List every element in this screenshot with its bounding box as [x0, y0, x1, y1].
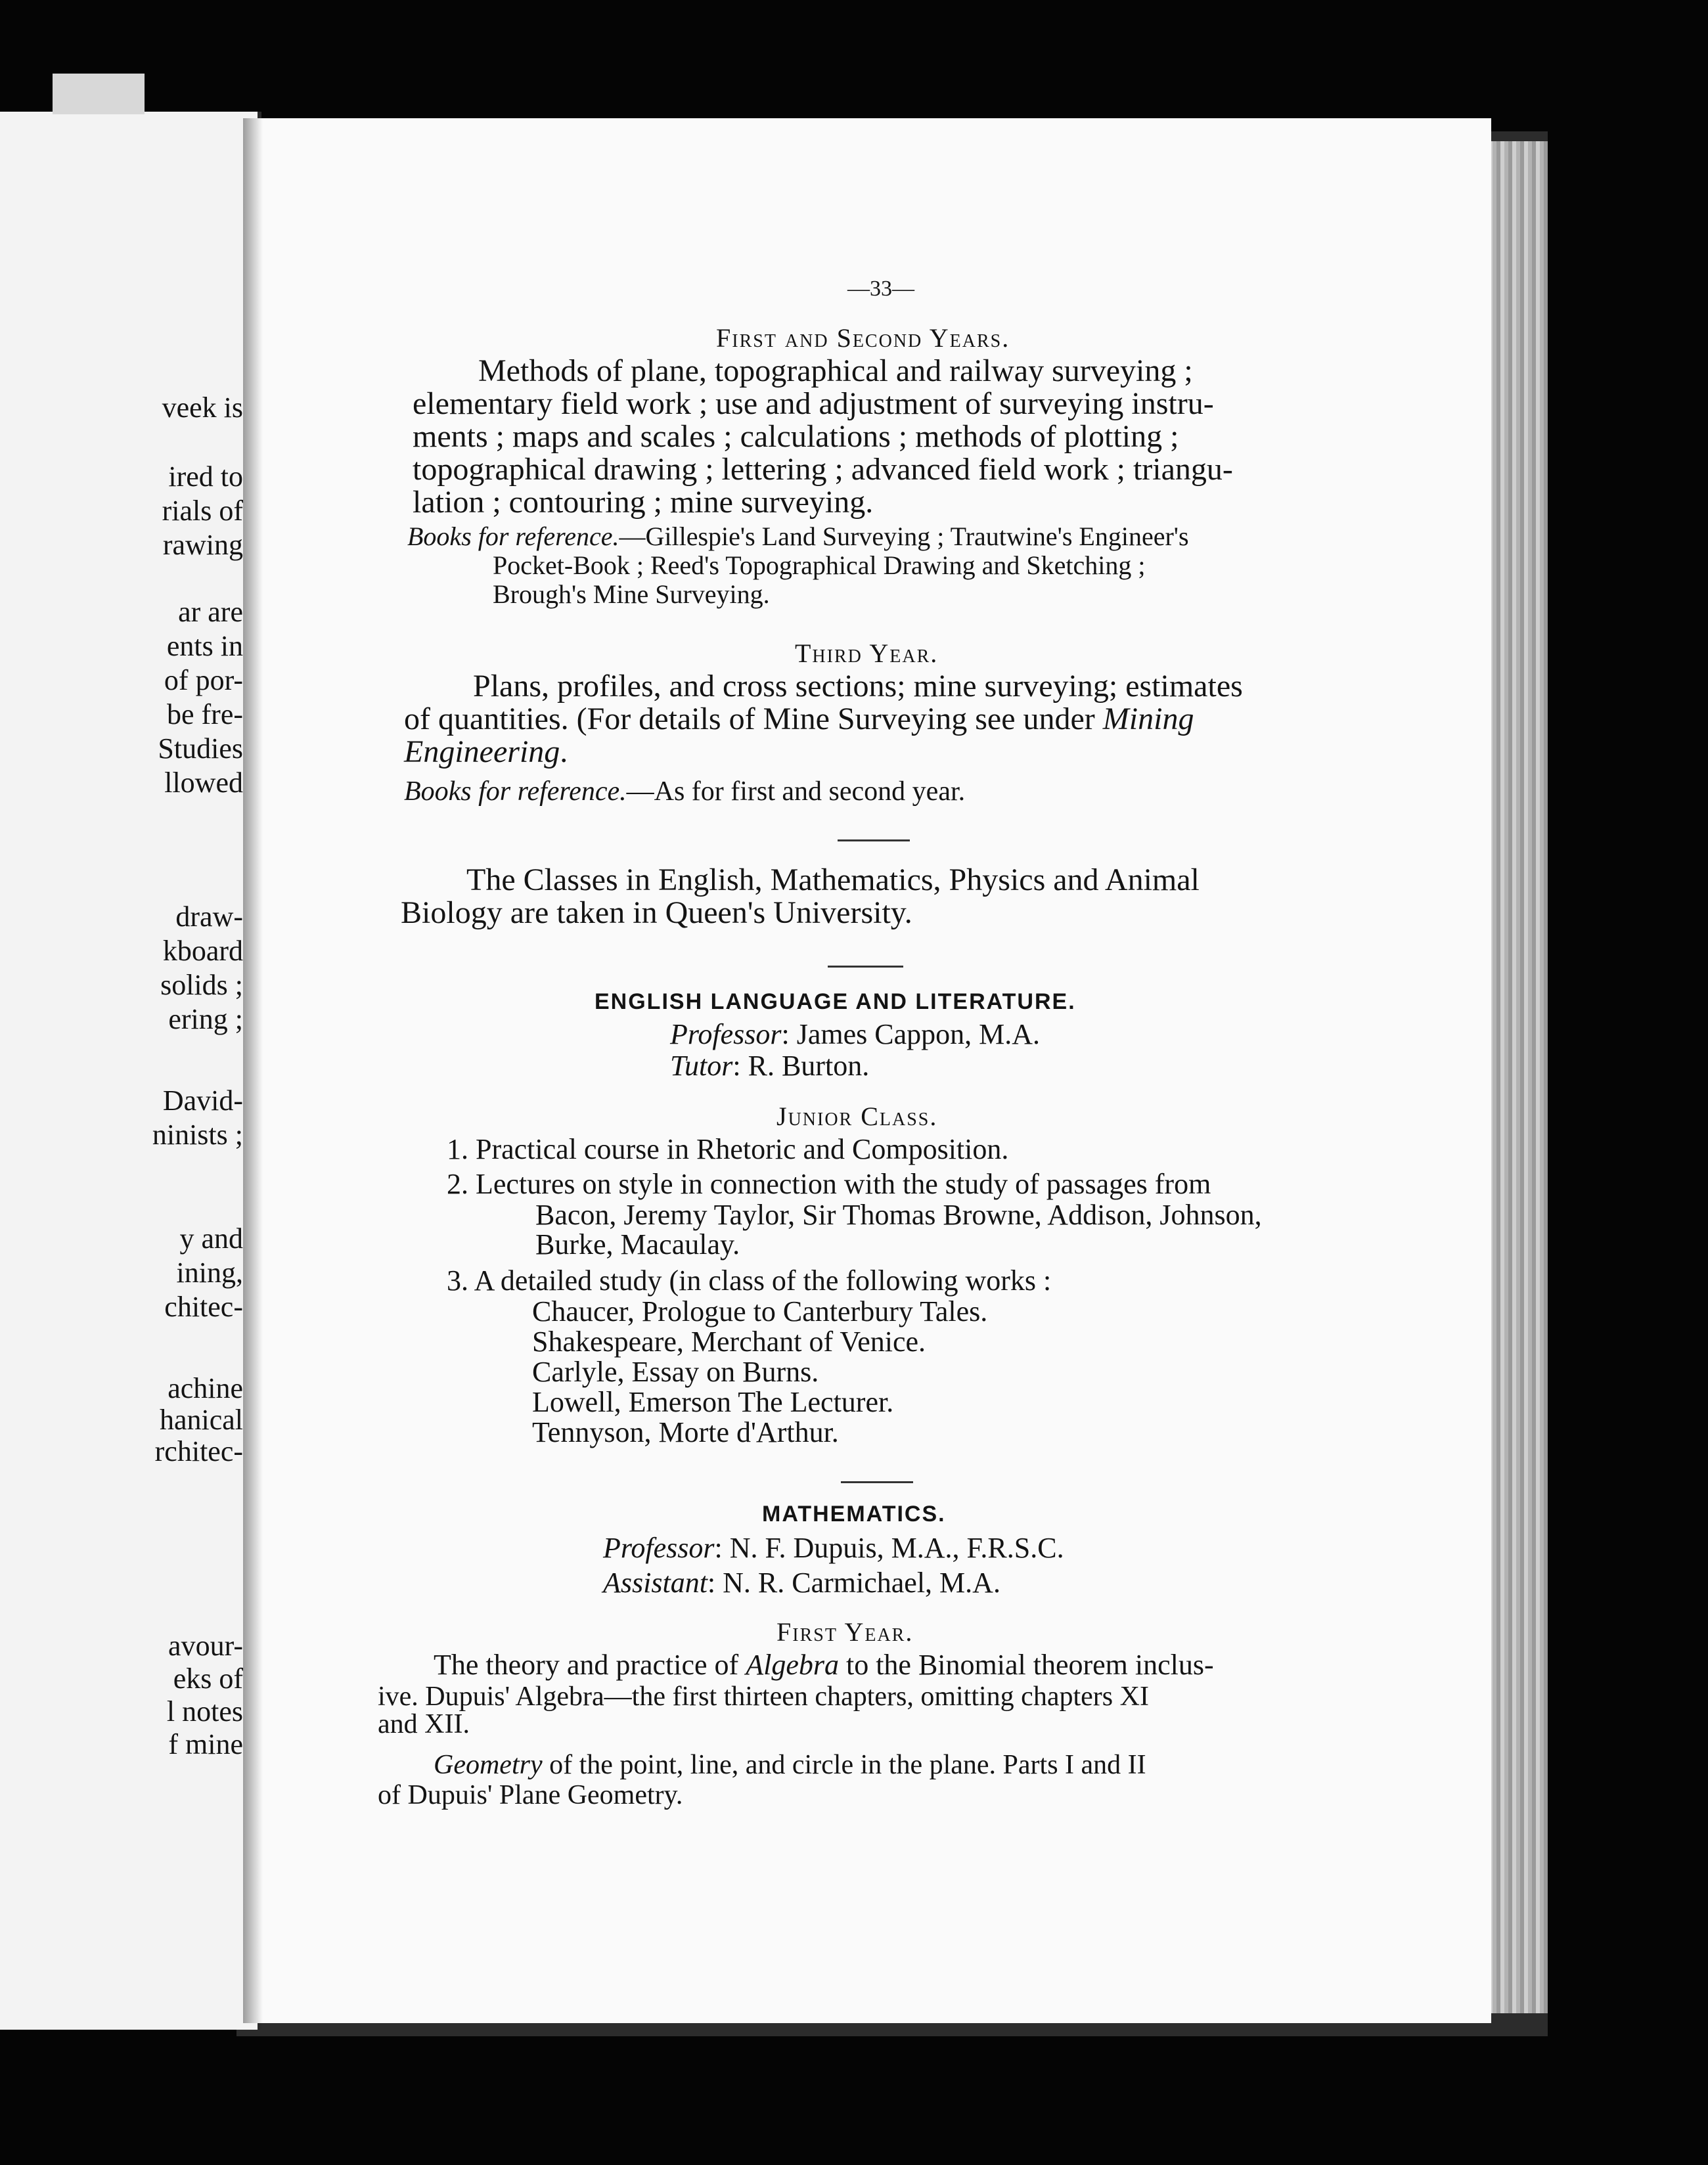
left-page-line: be fre-: [166, 698, 243, 730]
divider-1: [838, 839, 910, 841]
english-professor-name: : James Cappon, M.A.: [781, 1018, 1041, 1050]
heading-mathematics: MATHEMATICS.: [762, 1502, 946, 1527]
math-professor-name: : N. F. Dupuis, M.A., F.R.S.C.: [714, 1532, 1064, 1564]
left-page-line: achine: [168, 1372, 243, 1404]
left-page-line: eks of: [173, 1663, 243, 1695]
left-page-line: ired to: [168, 460, 243, 493]
engineering-italic: Engineering: [404, 734, 560, 769]
left-page-line: ining,: [176, 1257, 243, 1289]
first-second-line-3: ments ; maps and scales ; calculations ; methods of plotting ;: [413, 419, 1179, 454]
left-page-line: f mine: [168, 1728, 243, 1760]
books-reference-3: Brough's Mine Surveying.: [493, 579, 770, 609]
algebra-line-2: ive. Dupuis' Algebra—the first thirteen chapters, omitting chapters XI: [378, 1682, 1149, 1712]
first-second-line-4: topographical drawing ; lettering ; advanced field work ; triangu-: [413, 452, 1233, 487]
classes-note-line-2: Biology are taken in Queen's University.: [401, 895, 912, 930]
left-page-line: avour-: [168, 1630, 243, 1662]
first-second-line-1: Methods of plane, topographical and railway surveying ;: [478, 353, 1193, 388]
left-page-line: draw-: [175, 901, 243, 933]
heading-english: ENGLISH LANGUAGE AND LITERATURE.: [595, 989, 1076, 1014]
heading-first-year: First Year.: [776, 1617, 914, 1647]
engineering-period: .: [560, 734, 568, 769]
left-page-line: ents in: [166, 630, 243, 662]
books-label: Books for reference.: [407, 522, 619, 551]
english-item-2-cont-1: Bacon, Jeremy Taylor, Sir Thomas Browne, Addison, Johnson,: [535, 1199, 1262, 1231]
math-professor-label: Professor: [603, 1532, 715, 1564]
geometry-italic: Geometry: [434, 1750, 543, 1780]
algebra-italic: Algebra: [746, 1649, 839, 1681]
algebra-post: to the Binomial theorem inclus-: [845, 1649, 1214, 1681]
left-page-line: chitec-: [164, 1291, 243, 1323]
first-second-line-2: elementary field work ; use and adjustment of surveying instru-: [413, 386, 1214, 421]
english-item-2-cont-2: Burke, Macaulay.: [535, 1228, 740, 1261]
books-label-third: Books for reference.: [404, 776, 627, 807]
mining-italic: Mining: [1102, 702, 1194, 736]
left-page-line: ninists ;: [152, 1119, 243, 1151]
divider-2: [828, 966, 903, 968]
work-tennyson: Tennyson, Morte d'Arthur.: [532, 1416, 839, 1448]
left-page-line: ering ;: [168, 1003, 243, 1035]
geometry-line-2: of Dupuis' Plane Geometry.: [378, 1780, 683, 1810]
page-gutter: [243, 118, 263, 2023]
algebra-pre: The theory and practice of: [434, 1649, 739, 1681]
english-item-3: 3. A detailed study (in class of the following works :: [447, 1264, 1052, 1297]
english-tutor: [670, 1050, 869, 1082]
page-number: —33—: [847, 277, 914, 301]
math-assistant: [603, 1567, 1000, 1599]
books-first-second-1: —Gillespie's Land Surveying ; Trautwine's Engineer's: [619, 522, 1189, 551]
left-page-line: y and: [179, 1222, 243, 1255]
first-second-line-5: lation ; contouring ; mine surveying.: [413, 485, 874, 520]
heading-first-second-years: First and Second Years.: [716, 323, 1010, 353]
left-page-line: l notes: [166, 1695, 243, 1728]
math-assistant-name: : N. R. Carmichael, M.A.: [707, 1567, 1000, 1599]
left-page-line: rchitec-: [154, 1435, 243, 1467]
divider-3: [841, 1481, 913, 1483]
third-year-line-3: [404, 736, 568, 769]
english-item-1: 1. Practical course in Rhetoric and Composition.: [447, 1133, 1009, 1165]
left-page-line: David-: [162, 1084, 243, 1117]
algebra-line-3: and XII.: [378, 1709, 470, 1739]
english-tutor-label: Tutor: [670, 1050, 733, 1082]
left-page-line: rials of: [162, 495, 243, 527]
third-year-line-1: Plans, profiles, and cross sections; mine surveying; estimates: [473, 669, 1243, 703]
books-reference-1: [407, 520, 1189, 553]
geometry-post: of the point, line, and circle in the plane. Parts I and II: [549, 1750, 1146, 1780]
left-page-line: solids ;: [160, 969, 243, 1001]
english-tutor-name: : R. Burton.: [732, 1050, 870, 1082]
english-item-2: 2. Lectures on style in connection with the study of passages from: [447, 1168, 1211, 1200]
left-page-line: kboard: [162, 935, 243, 967]
left-page: [0, 112, 261, 2030]
geometry-line-1: [434, 1749, 1146, 1781]
bookmark-tab: [53, 74, 145, 114]
left-page-line: ar are: [178, 596, 243, 628]
books-third-text: —As for first and second year.: [626, 776, 966, 807]
work-lowell: Lowell, Emerson The Lecturer.: [532, 1386, 894, 1418]
heading-third-year: Third Year.: [795, 638, 939, 668]
books-reference-third: [404, 775, 965, 808]
english-professor: [670, 1018, 1040, 1051]
work-chaucer: Chaucer, Prologue to Canterbury Tales.: [532, 1295, 988, 1328]
work-shakespeare: Shakespeare, Merchant of Venice.: [532, 1326, 926, 1358]
page-edges: [1485, 141, 1548, 2013]
right-page: [243, 118, 1491, 2023]
third-year-line-2-text: of quantities. (For details of Mine Surveying see under: [404, 702, 1095, 736]
work-carlyle: Carlyle, Essay on Burns.: [532, 1356, 819, 1388]
books-reference-2: Pocket-Book ; Reed's Topographical Drawing and Sketching ;: [493, 550, 1146, 580]
left-page-line: rawing: [162, 529, 243, 561]
left-page-line: llowed: [164, 767, 243, 799]
third-year-line-2: [404, 703, 1194, 736]
classes-note-line-1: The Classes in English, Mathematics, Physics and Animal: [466, 862, 1200, 897]
left-page-line: veek is: [162, 391, 243, 424]
math-assistant-label: Assistant: [603, 1567, 708, 1599]
left-page-line: hanical: [159, 1404, 243, 1436]
math-professor: [603, 1532, 1064, 1565]
left-page-line: Studies: [158, 732, 243, 765]
english-professor-label: Professor: [670, 1018, 782, 1050]
algebra-line-1: [434, 1649, 1214, 1682]
heading-junior-class: Junior Class.: [776, 1102, 938, 1131]
left-page-line: of por-: [164, 664, 243, 696]
